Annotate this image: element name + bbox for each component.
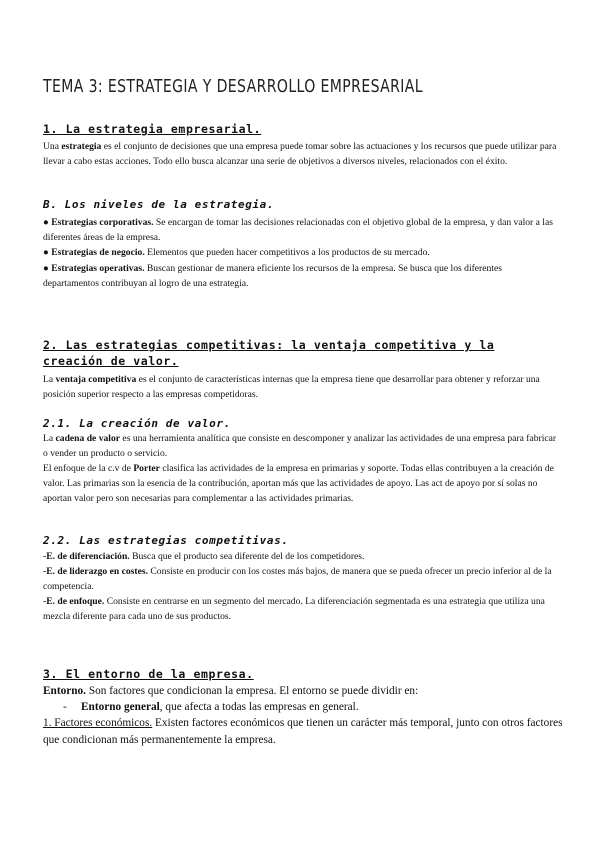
text: clasifica las actividades de la empresa en primarias y soporte. Todas ellas contribuyen a la creación de valor. Las primarias son la esencia de la contribución, aportan más que las actividades de apoyo. Las act de apoyo por sí solas no aportan valor pero son necesarias para complementar a las actividades primarias. bbox=[43, 463, 554, 504]
item-text: Se encargan de tomar las decisiones relacionadas con el objetivo global de la empresa, y dan valor a las diferentes áreas de la empresa. bbox=[43, 217, 553, 243]
item-term: Estrategias de negocio. bbox=[51, 247, 145, 258]
item-term: Estrategias corporativas. bbox=[51, 217, 154, 228]
factores-economicos-paragraph bbox=[43, 715, 563, 748]
text: es el conjunto de decisiones que una empresa puede tomar sobre las actuaciones y los recursos que puede utilizar para llevar a cabo estas acciones. Todo ello busca alcanzar una serie de objetivos a diversos niveles, relacionados con el éxito. bbox=[43, 141, 557, 167]
bullet: ● bbox=[43, 247, 52, 258]
text: La bbox=[43, 433, 56, 444]
item-text: Busca que el producto sea diferente del de los competidores. bbox=[129, 551, 365, 562]
section-2-heading: 2. Las estrategias competitivas: la ventaja competitiva y la creación de valor. bbox=[43, 338, 495, 368]
strategy-level-item bbox=[43, 245, 557, 260]
term-entorno: Entorno. bbox=[43, 685, 86, 697]
bullet: ● bbox=[43, 217, 52, 228]
section-1-heading: 1. La estrategia empresarial. bbox=[43, 122, 262, 136]
item-text: Elementos que pueden hacer competitivos a los productos de su mercado. bbox=[144, 247, 430, 258]
competitive-strategy-item bbox=[43, 594, 557, 624]
term-ventaja-competitiva: ventaja competitiva bbox=[55, 374, 137, 385]
text: La bbox=[43, 374, 56, 385]
section-2-1-heading: 2.1. La creación de valor. bbox=[43, 417, 231, 430]
item-term: -E. de enfoque. bbox=[43, 596, 105, 607]
term-porter: Porter bbox=[133, 463, 160, 474]
competitive-strategy-item bbox=[43, 549, 557, 564]
item-text: Buscan gestionar de manera eficiente los recursos de la empresa. Se busca que los diferentes departamentos contribuyan al logro de una estrategia. bbox=[43, 263, 502, 289]
item-text: Consiste en centrarse en un segmento del mercado. La diferenciación segmentada es una estrategia que utiliza una mezcla diferente para cada uno de sus productos. bbox=[43, 596, 545, 622]
term-entorno-general: Entorno general bbox=[81, 701, 160, 713]
subheading-factores-economicos: 1. Factores económicos. bbox=[43, 717, 153, 729]
term-cadena-de-valor: cadena de valor bbox=[55, 433, 121, 444]
text: Una bbox=[43, 141, 62, 152]
text: Existen factores económicos que tienen un carácter más temporal, junto con otros factores que condicionan más permanentemente la empresa. bbox=[43, 717, 563, 746]
item-text: Consiste en producir con los costes más bajos, de manera que se pueda ofrecer un precio inferior al de la competencia. bbox=[43, 566, 552, 592]
item-term: -E. de liderazgo en costes. bbox=[43, 566, 148, 577]
item-term: -E. de diferenciación. bbox=[43, 551, 130, 562]
bullet: ● bbox=[43, 263, 52, 274]
text: El enfoque de la c.v de bbox=[43, 463, 134, 474]
strategy-level-item bbox=[43, 215, 557, 245]
section-3-heading: 3. El entorno de la empresa. bbox=[43, 667, 254, 681]
section-2-1-paragraph-2 bbox=[43, 461, 557, 506]
entorno-general-item bbox=[43, 699, 563, 716]
section-2-1-paragraph-1 bbox=[43, 431, 557, 461]
text: , que afecta a todas las empresas en general. bbox=[159, 701, 359, 713]
section-1-paragraph bbox=[43, 139, 557, 169]
text: Son factores que condicionan la empresa. El entorno se puede dividir en: bbox=[86, 685, 419, 697]
term-estrategia: estrategia bbox=[61, 141, 102, 152]
document-title: TEMA 3: ESTRATEGIA Y DESARROLLO EMPRESARIAL bbox=[43, 76, 424, 97]
text: es el conjunto de características internas que la empresa tiene que desarrollar para obtener y reforzar una posición superior respecto a las empresas competidoras. bbox=[43, 374, 540, 400]
section-b-heading: B. Los niveles de la estrategia. bbox=[43, 198, 275, 211]
dash-bullet: - bbox=[63, 701, 67, 713]
strategy-level-item bbox=[43, 261, 557, 291]
competitive-strategy-item bbox=[43, 564, 557, 594]
section-2-2-heading: 2.2. Las estrategias competitivas. bbox=[43, 534, 289, 547]
section-2-paragraph bbox=[43, 372, 557, 402]
entorno-line bbox=[43, 683, 563, 700]
item-term: Estrategias operativas. bbox=[51, 263, 145, 274]
text: es una herramienta analítica que consiste en descomponer y analizar las actividades de una empresa para fabricar o vender un producto o servicio. bbox=[43, 433, 557, 459]
